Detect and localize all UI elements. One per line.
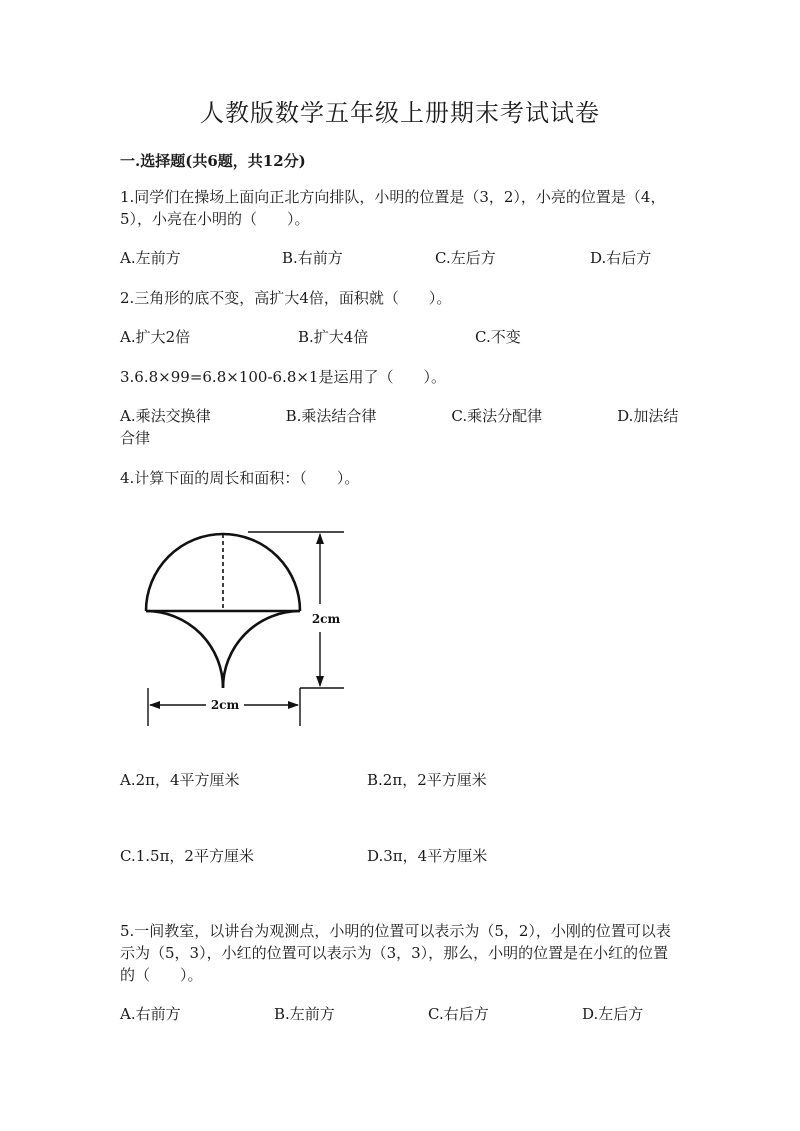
width-label: 2cm: [210, 698, 240, 712]
q5-option-c[interactable]: C.右后方: [428, 1005, 489, 1023]
question-5: 5.一间教室，以讲台为观测点，小明的位置可以表示为（5，2），小刚的位置可以表示为（5，3），小红的位置可以表示为（3，3），那么，小明的位置是在小红的位置的（ ）。: [120, 922, 671, 984]
q5-option-a[interactable]: A.右前方: [120, 1005, 181, 1023]
right-quarter-arc: [223, 611, 300, 688]
q4-option-c[interactable]: C.1.5π，2平方厘米: [120, 847, 254, 865]
page-title: 人教版数学五年级上册期末考试试卷: [200, 99, 600, 127]
q4-option-a[interactable]: A.2π，4平方厘米: [120, 771, 240, 789]
q2-option-c[interactable]: C.不变: [475, 328, 521, 346]
q1-option-d[interactable]: D.右后方: [590, 249, 652, 267]
arrow-up-icon: [316, 533, 324, 544]
question-4: 4.计算下面的周长和面积：（ ）。: [120, 469, 360, 487]
q2-option-a[interactable]: A.扩大2倍: [120, 328, 191, 346]
q5-option-b[interactable]: B.左前方: [274, 1005, 335, 1023]
height-label: 2cm: [311, 612, 341, 626]
arrow-right-icon: [288, 701, 299, 709]
question-3: 3.6.8×99=6.8×100-6.8×1是运用了（ ）。: [120, 368, 446, 386]
arrow-down-icon: [316, 676, 324, 687]
question-1: 1.同学们在操场上面向正北方向排队，小明的位置是（3，2），小亮的位置是（4，5），小亮在小明的（ ）。: [120, 188, 666, 228]
q2-option-b[interactable]: B.扩大4倍: [298, 328, 369, 346]
q1-option-a[interactable]: A.左前方: [120, 249, 181, 267]
q1-option-b[interactable]: B.右前方: [282, 249, 343, 267]
question-2: 2.三角形的底不变，高扩大4倍，面积就（ ）。: [120, 289, 452, 307]
q5-option-d[interactable]: D.左后方: [582, 1005, 644, 1023]
q4-option-b[interactable]: B.2π，2平方厘米: [367, 771, 487, 789]
arrow-left-icon: [149, 701, 160, 709]
q3-options[interactable]: A.乘法交换律 B.乘法结合律 C.乘法分配律 D.加法结合律: [120, 407, 679, 447]
perimeter-area-figure: [130, 520, 360, 730]
q4-option-d[interactable]: D.3π，4平方厘米: [367, 847, 488, 865]
section-heading: 一.选择题(共6题，共12分): [120, 152, 306, 170]
q1-option-c[interactable]: C.左后方: [435, 249, 496, 267]
left-quarter-arc: [146, 611, 223, 688]
